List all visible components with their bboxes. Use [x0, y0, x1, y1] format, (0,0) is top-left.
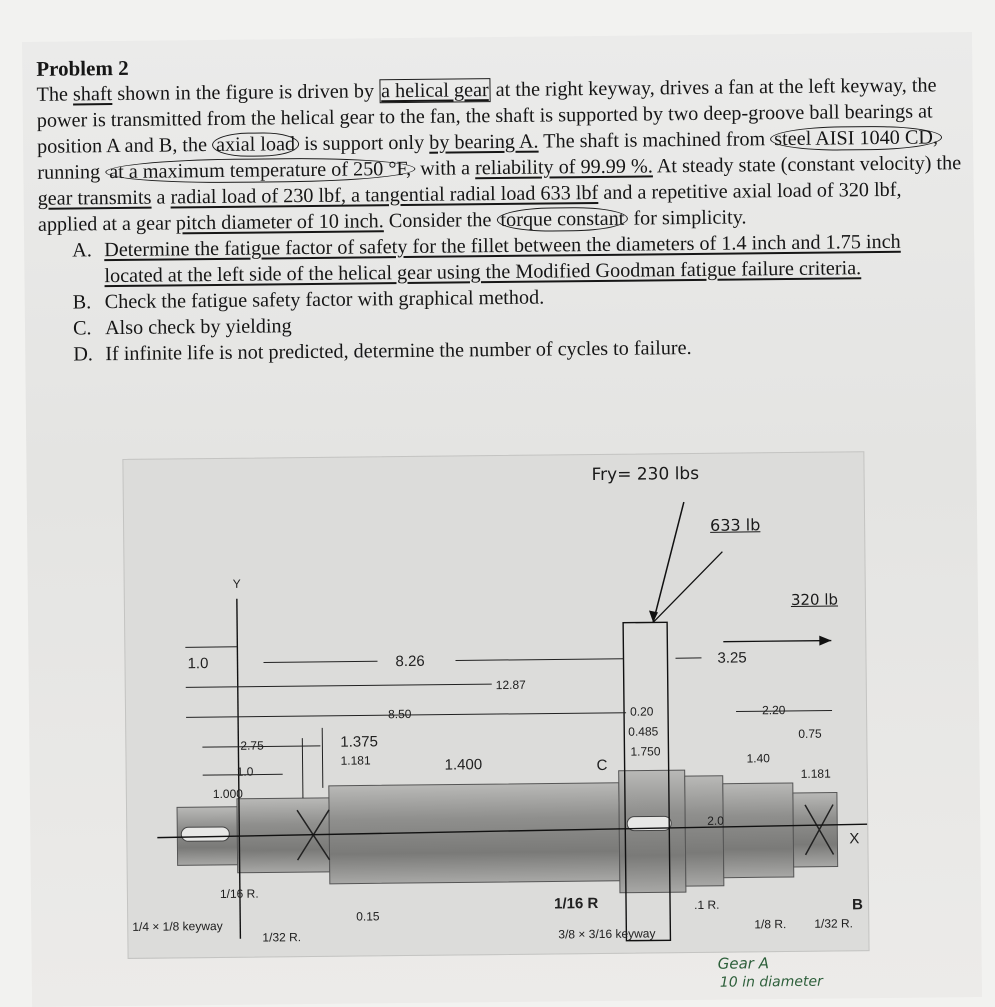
point-c-label: C	[596, 756, 608, 775]
dim-1-000: 1.000	[212, 786, 243, 802]
dim-12-87: 12.87	[495, 677, 526, 693]
y-axis-label: Y	[232, 576, 241, 591]
dim-1-181-left: 1.181	[340, 753, 371, 768]
dim-1-750: 1.750	[630, 744, 661, 759]
dim-8-50: 8.50	[387, 706, 412, 722]
dim-0-15: 0.15	[356, 909, 380, 924]
temperature-oval: at a maximum temperature of 250 °F,	[105, 157, 415, 184]
dim-0-75: 0.75	[798, 726, 822, 741]
shaft-drawing	[122, 451, 869, 959]
dim-1-181-right: 1.181	[800, 766, 831, 781]
radial-force-arrow	[652, 502, 685, 622]
radius-point-1: .1 R.	[694, 897, 720, 913]
steel-oval: steel AISI 1040 CD,	[770, 125, 942, 151]
helical-gear-box: a helical gear	[379, 78, 491, 103]
shaft-underline: shaft	[72, 83, 113, 106]
radius-left-frac: 1/16 R.	[219, 886, 259, 901]
question-b: B. Check the fatigue safety factor with graphical method.	[72, 286, 545, 314]
point-b-label: B	[851, 896, 864, 914]
tangential-force-label: 633 lb	[709, 515, 761, 535]
right-keyway-label: 3/8 × 3/16 keyway	[558, 926, 656, 942]
shaft-shoulder	[685, 776, 724, 886]
question-c: C. Also check by yielding	[72, 315, 292, 340]
dim-1-375: 1.375	[340, 733, 378, 751]
left-keyway-label: 1/4 × 1/8 keyway	[132, 918, 223, 934]
axial-force-arrow	[723, 641, 831, 642]
bearing-a-underline: by bearing A.	[429, 130, 539, 154]
problem-text	[36, 46, 964, 368]
dim-2-75: 2.75	[240, 738, 264, 753]
dim-8-26: 8.26	[395, 652, 425, 671]
dim-3-25: 3.25	[717, 649, 747, 667]
tangential-force-arrow	[652, 552, 723, 623]
dim-1-0: 1.0	[187, 655, 209, 673]
radius-right: 1/32 R.	[814, 916, 854, 931]
gear-note-line1: Gear A	[717, 954, 770, 973]
paper-sheet	[22, 32, 982, 1007]
shaft-right-body	[723, 783, 794, 878]
shaft-gear-seat	[619, 770, 686, 893]
dim-0-20: 0.20	[629, 704, 654, 719]
reliability-underline: reliability of 99.99 %.	[474, 155, 653, 180]
problem-title: Problem 2	[36, 55, 129, 81]
radial-load-underline: radial load of 230 lbf, a tangential radial load 633 lbf	[170, 181, 599, 209]
dim-2-0: 2.0	[707, 813, 724, 828]
radius-1-16: 1/16 R	[553, 895, 599, 913]
question-list	[38, 228, 964, 368]
torque-constant-oval: torque constant	[496, 207, 628, 232]
radius-mid-right: 1/8 R.	[754, 917, 787, 932]
dim-2-20: 2.20	[761, 703, 786, 718]
axial-force-label: 320 lb	[790, 590, 839, 609]
question-a: A. Determine the fatigue factor of safety for the fillet between the diameters of 1.4 inch and 1.75 inch located at the left side of the helical gear using the Modified Goodman fatigue failure criteria.	[72, 230, 901, 288]
question-d: D. If infinite life is not predicted, determine the number of cycles to failure.	[73, 337, 692, 366]
axial-load-oval: axial load	[212, 132, 299, 157]
radial-force-label: Fry= 230 lbs	[591, 463, 700, 486]
dim-0-485: 0.485	[628, 724, 659, 739]
dim-1-400: 1.400	[444, 756, 483, 774]
gear-note-line2: 10 in diameter	[719, 973, 823, 991]
dim-1-40: 1.40	[746, 751, 770, 766]
shaft-bearing-b-seat	[793, 793, 838, 867]
radius-left-bottom: 1/32 R.	[262, 930, 302, 945]
gear-transmits-underline: gear transmits	[37, 186, 152, 210]
pitch-diameter-underline: pitch diameter of 10 inch.	[175, 210, 384, 235]
dim-1-0b: 1.0	[236, 764, 254, 779]
x-axis-label: X	[849, 830, 860, 848]
problem-statement: The shaft shown in the figure is driven by a helical gear at the right keyway, drives a fan at the left keyway, the power is transmitted from the helical gear to the fan, the shaft is supported by two deep-groove ball bearings at position A and B, the axial load is support only by bearing A. The shaft is machined from steel AISI 1040 CD, running at a maximum temperature of 250 °F, with a reliability of 99.99 %. At steady state (constant velocity) the gear transmits a radial load of 230 lbf, a tangential radial load 633 lbf and a repetitive axial load of 320 lbf, applied at a gear pitch diameter of 10 inch. Consider the torque constant for simplicity.	[36, 74, 962, 236]
left-keyway	[181, 827, 229, 842]
